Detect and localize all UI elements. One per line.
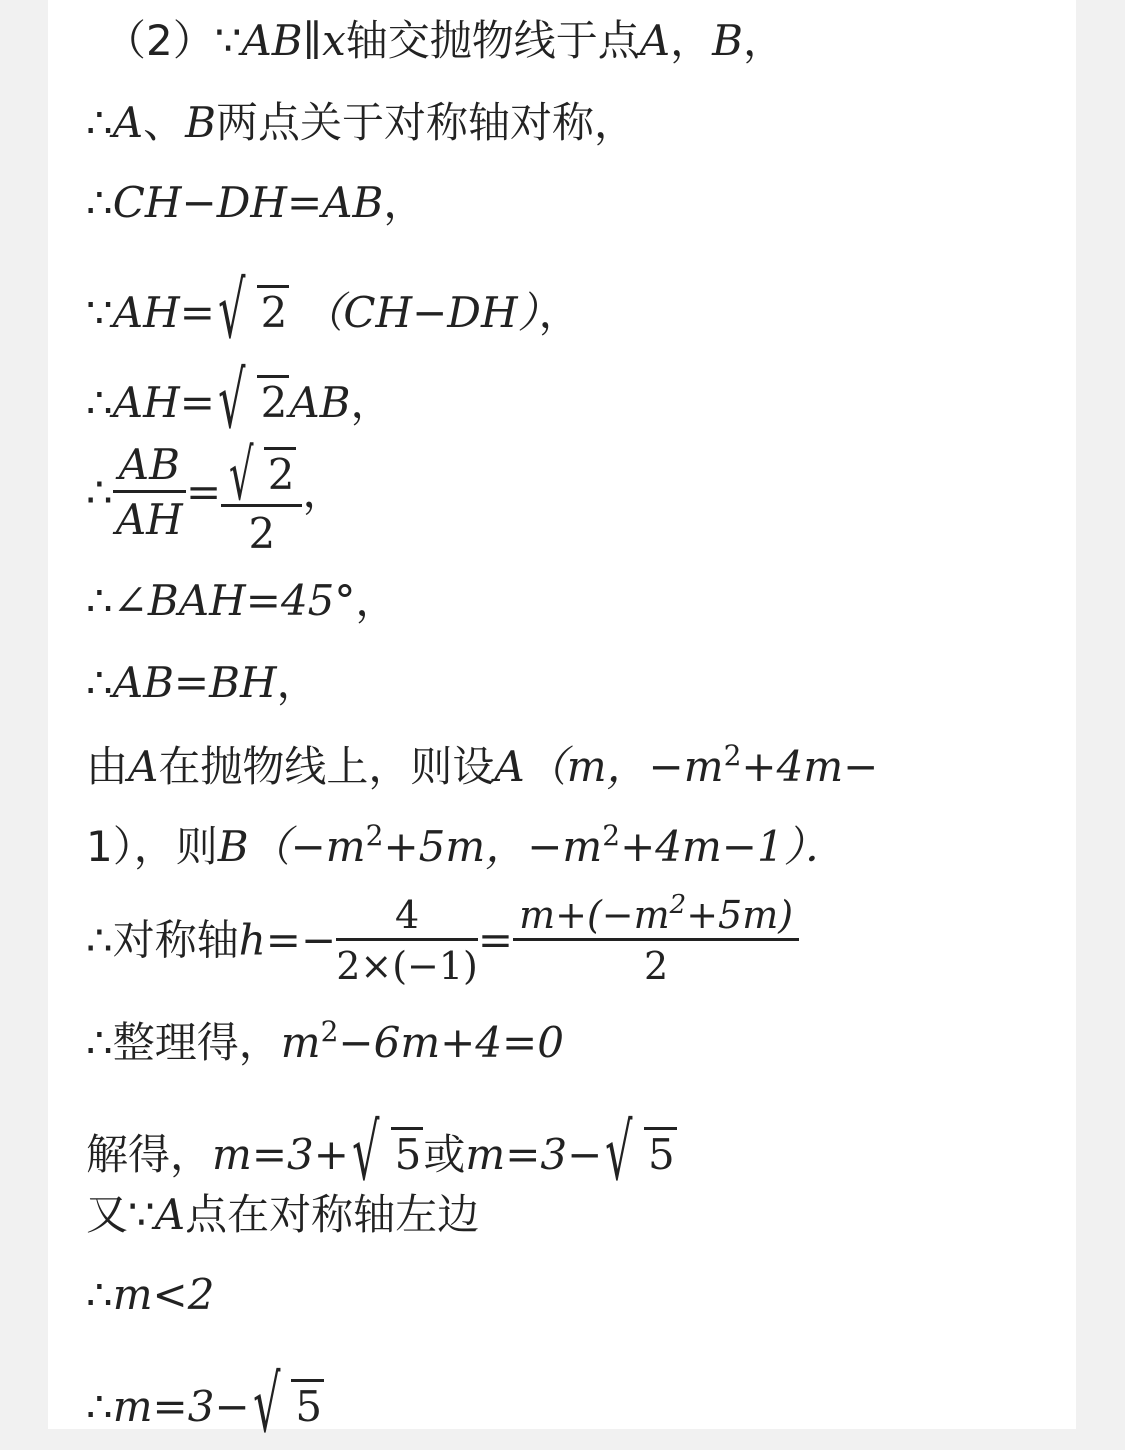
fraction-midpoint: $\frac{m+(-m^2+5m)}{2}$ <box>513 896 799 985</box>
chinese-text: 又∵ <box>86 1190 155 1239</box>
part-label: （2）∵ <box>104 16 242 65</box>
sqrt-radical: √ 5 <box>605 1108 675 1198</box>
chinese-text: 点在对称轴左边 <box>185 1190 480 1239</box>
sqrt-radical: √ 2 <box>218 266 288 356</box>
fraction-sqrt2-over-2: $\frac{√ 2}{2}$ <box>221 430 302 555</box>
math-text: A <box>112 98 144 147</box>
chinese-text: 解得， <box>86 1130 213 1179</box>
therefore-symbol: ∴ <box>86 1382 113 1431</box>
therefore-symbol: ∴ <box>86 1270 113 1319</box>
fraction-4-over-minus2: $\frac{4}{2\times(-1)}$ <box>336 893 478 988</box>
punctuation: ， <box>670 16 713 65</box>
punctuation: 、 <box>143 98 186 147</box>
solution-line-15 <box>86 1270 215 1319</box>
math-text: B <box>712 16 743 65</box>
solution-line-11 <box>86 890 799 988</box>
equals-sign: = <box>477 915 514 965</box>
math-expression: m=3− <box>465 1130 603 1179</box>
math-expression: AH= <box>112 288 215 337</box>
superscript: 2 <box>365 819 384 852</box>
therefore-symbol: ∴ <box>86 658 113 707</box>
therefore-symbol: ∴ <box>86 467 113 517</box>
superscript: 2 <box>723 739 742 772</box>
math-expression: （CH−DH） <box>301 288 539 337</box>
therefore-symbol: ∴ <box>86 1018 113 1067</box>
superscript: 2 <box>602 819 621 852</box>
math-expression: +5m，−m <box>383 822 603 871</box>
solution-line-9 <box>86 739 879 791</box>
solution-line-4 <box>86 262 581 356</box>
solution-line-7 <box>86 576 398 625</box>
math-text: x <box>322 16 346 65</box>
math-text: B <box>217 822 249 871</box>
chinese-text: 整理得， <box>112 1018 281 1067</box>
math-text: A <box>128 742 159 791</box>
chinese-text: 或 <box>423 1130 466 1179</box>
punctuation: ， <box>538 288 581 337</box>
math-expression: AB=BH <box>112 658 277 707</box>
math-expression: AB <box>289 378 351 427</box>
punctuation: ， <box>743 16 786 65</box>
math-expression: （−m <box>248 822 366 871</box>
math-text: A <box>154 1190 186 1239</box>
solution-line-16 <box>86 1356 324 1450</box>
solution-line-14 <box>86 1190 480 1239</box>
math-text: B <box>185 98 216 147</box>
solution-line-2 <box>86 98 636 147</box>
because-symbol: ∵ <box>86 288 113 337</box>
punctuation: ， <box>355 576 398 625</box>
math-expression: −6m+4=0 <box>338 1018 564 1067</box>
math-expression: h=− <box>238 915 337 965</box>
fraction-ab-over-ah: $\frac{AB}{AH}$ <box>113 444 186 541</box>
math-expression: （m，−m <box>524 742 724 791</box>
chinese-text: 由 <box>86 742 129 791</box>
solution-line-5 <box>86 352 393 446</box>
punctuation: ， <box>383 178 426 227</box>
math-expression: AH= <box>112 378 215 427</box>
sqrt-radical: √ 5 <box>252 1360 323 1450</box>
sqrt-radical: √ 2 <box>218 356 288 446</box>
solution-line-3 <box>86 178 426 227</box>
math-text: A <box>639 16 671 65</box>
punctuation: ， <box>302 467 345 517</box>
math-expression: CH−DH=AB <box>112 178 384 227</box>
math-expression: +4m−1）． <box>620 822 847 871</box>
chinese-text: 两点关于对称轴对称， <box>215 98 636 147</box>
therefore-symbol: ∴ <box>86 178 113 227</box>
punctuation: ， <box>276 658 319 707</box>
solution-line-12 <box>86 1015 564 1067</box>
superscript: 2 <box>320 1015 339 1048</box>
chinese-text: 在抛物线上，则设 <box>158 742 495 791</box>
math-expression: m=3− <box>112 1382 250 1431</box>
sqrt-radical: √ 5 <box>352 1108 422 1198</box>
math-text: AB <box>241 16 303 65</box>
solution-line-1 <box>104 16 786 65</box>
chinese-text: 对称轴 <box>112 915 239 965</box>
math-text: A <box>494 742 525 791</box>
math-expression: ∠BAH=45° <box>112 576 356 625</box>
math-expression: m <box>280 1018 321 1067</box>
solution-line-13 <box>86 1104 677 1198</box>
therefore-symbol: ∴ <box>86 98 113 147</box>
chinese-text: 1），则 <box>86 822 218 871</box>
parallel-symbol: ∥ <box>302 16 323 65</box>
therefore-symbol: ∴ <box>86 378 113 427</box>
therefore-symbol: ∴ <box>86 576 113 625</box>
chinese-text: 轴交抛物线于点 <box>345 16 640 65</box>
punctuation: ， <box>350 378 393 427</box>
equals-sign: = <box>185 467 222 517</box>
therefore-symbol: ∴ <box>86 915 113 965</box>
math-expression: m=3+ <box>212 1130 349 1179</box>
solution-line-8 <box>86 658 319 707</box>
solution-line-10 <box>86 819 847 871</box>
math-expression: m<2 <box>112 1270 215 1319</box>
math-expression: +4m− <box>741 742 879 791</box>
solution-line-6 <box>86 430 345 558</box>
